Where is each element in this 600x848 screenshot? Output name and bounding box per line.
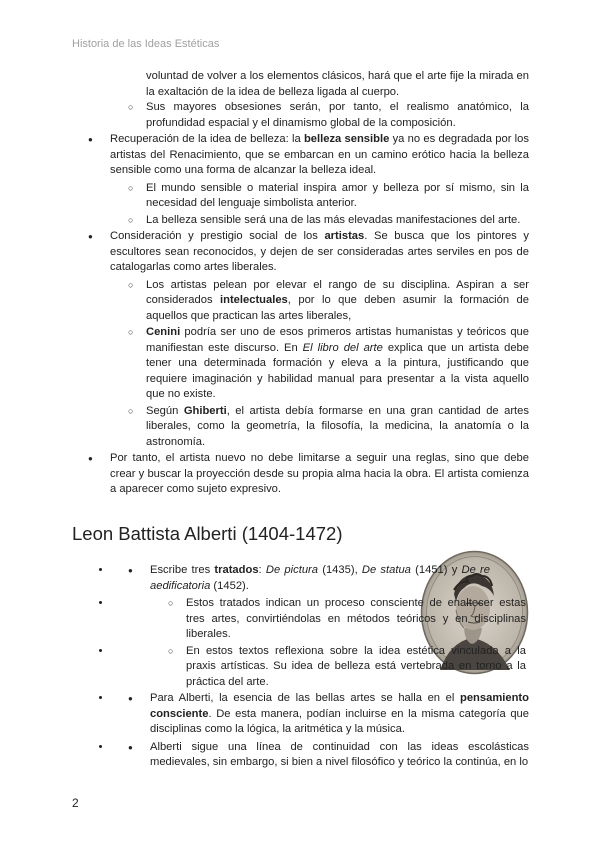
keyword: tratados <box>214 564 259 577</box>
list-item: ● • Alberti sigue una línea de continuidad con las ideas escolásticas medievales, sin embargo, si bien a nivel filosófico y teórico la continúa, en lo <box>112 740 529 771</box>
alberti-section-body <box>72 552 529 782</box>
list-item: ● • Para Alberti, la esencia de las bellas artes se halla en el pensamiento consciente. De esta manera, podían incluirse en la misma categoría que disciplinas como la lógica, la aritmética y la música. <box>112 691 529 738</box>
list-item-sub: ○ Los artistas pelean por elevar el rango de su disciplina. Aspiran a ser considerados intelectuales, por lo que deben asumir la formación de aquellos que practican las artes liberales, <box>72 278 529 325</box>
book-title: De re aedificatoria <box>150 564 491 592</box>
list-item: ● Consideración y prestigio social de los artistas. Se busca que los pintores y escultores sean reconocidos, y dejen de ser consideradas artes serviles en pos de catalogarlas como artes liberales. <box>72 229 529 276</box>
book-title: De statua <box>361 564 411 577</box>
list-item: ● • Escribe tres tratados: De pictura (1435), De statua (1451) y De re aedificatoria (1452). <box>112 563 490 594</box>
keyword: artistas <box>324 230 365 242</box>
list-item-sub: ○ La belleza sensible será una de las más elevadas manifestaciones del arte. <box>72 213 529 229</box>
keyword: intelectuales <box>220 294 288 306</box>
list-item-sub: ○ • En estos textos reflexiona sobre la idea estética vinculada a la praxis artísticas. Su idea de belleza está vertebrada en torno a la práctica del arte. <box>112 644 526 691</box>
keyword: Ghiberti <box>183 404 227 417</box>
list-item-sub: ○ Cenini podría ser uno de esos primeros artistas humanistas y teóricos que manifiestan este discurso. En El libro del arte explica que un artista debe tener una determinada formación y eleva a la pintura, justificando que requiere imaginación y habilidad manual para presentar a la vista aquello que no existe. <box>72 325 529 403</box>
book-title: De pictura <box>265 564 318 577</box>
list-item-sub: ○ • Estos tratados indican un proceso consciente de enaltecer estas tres artes, convirtiéndolas en métodos teóricos y en disciplinas liberales. <box>112 596 526 643</box>
running-header: Historia de las Ideas Estéticas <box>72 38 220 50</box>
page-number: 2 <box>72 796 79 810</box>
section-heading: Leon Battista Alberti (1404-1472) <box>72 523 343 544</box>
keyword: pensamiento consciente <box>150 692 529 720</box>
keyword: Cenini <box>146 326 181 338</box>
book-title: El libro del arte <box>302 341 383 354</box>
list-item-sub: ○ Sus mayores obsesiones serán, por tanto, el realismo anatómico, la profundidad espacial y el dinamismo global de la composición. <box>72 100 529 131</box>
list-item-sub: ○ Según Ghiberti, el artista debía formarse en una gran cantidad de artes liberales, como la geometría, la filosofía, la medicina, la anatomía o la astronomía. <box>72 404 529 451</box>
list-item: ● Recuperación de la idea de belleza: la belleza sensible ya no es degradada por los artistas del Renacimiento, que se embarcan en un camino erótico hacia la belleza sensible como una forma de alcanzar la belleza ideal. <box>72 132 529 179</box>
list-item-sub: ○ El mundo sensible o material inspira amor y belleza por sí mismo, sin la necesidad del lenguaje simbolista anterior. <box>72 181 529 212</box>
list-item: ● Por tanto, el artista nuevo no debe limitarse a seguir una reglas, sino que debe crear y buscar la proyección desde su propia alma hacia la obra. El artista comienza a aparecer como sujeto expresivo. <box>72 451 529 498</box>
keyword: belleza sensible <box>303 133 390 145</box>
continued-paragraph: voluntad de volver a los elementos clásicos, hará que el arte fije la mirada en la exaltación de la idea de belleza ligada al cuerpo. <box>146 70 529 98</box>
body-text <box>72 69 529 500</box>
